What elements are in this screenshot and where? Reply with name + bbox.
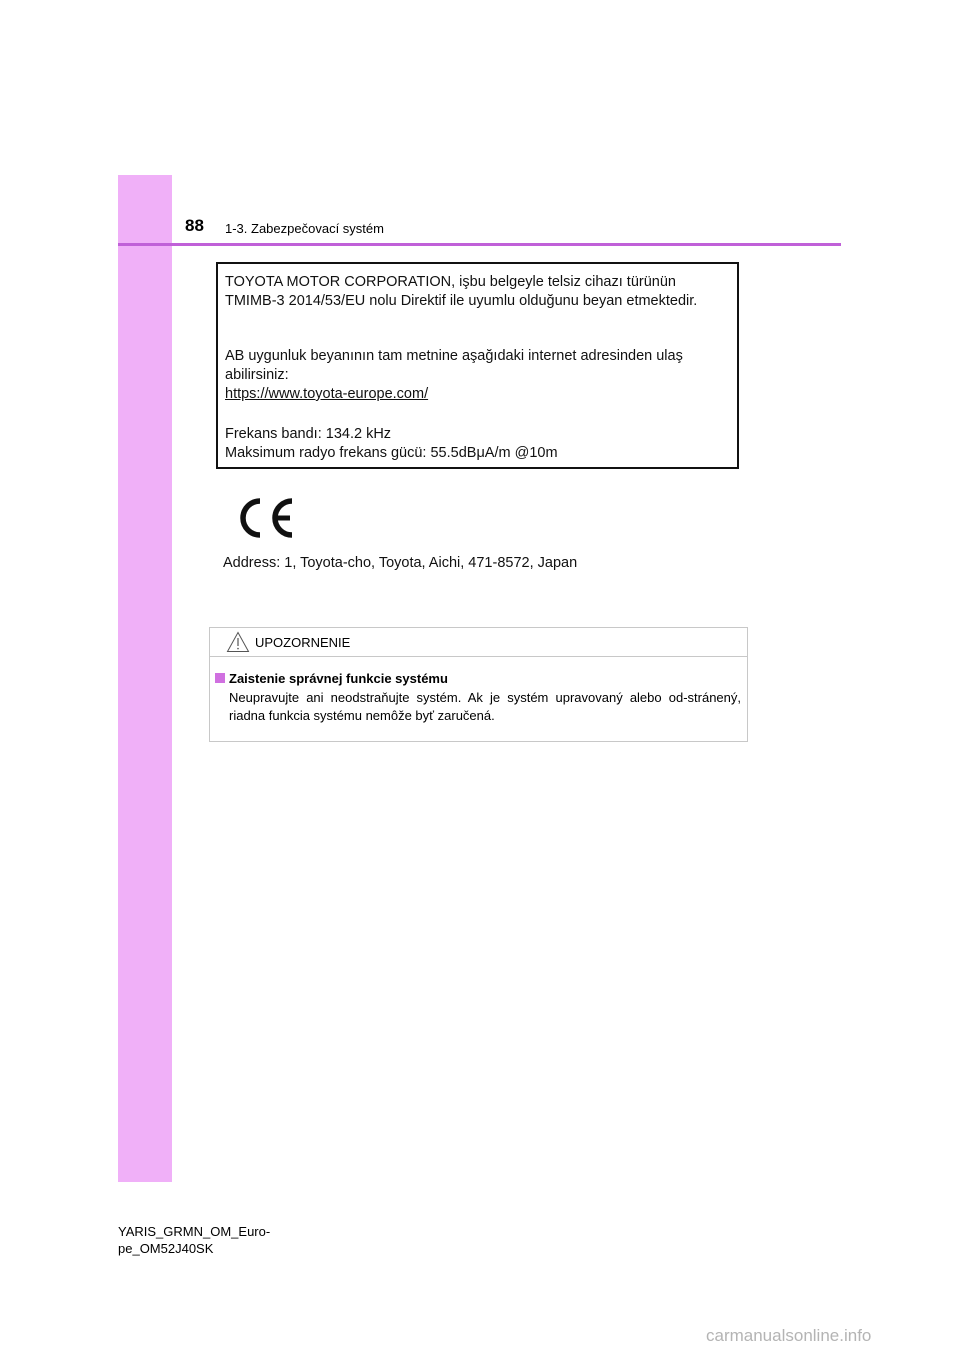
section-title: 1-3. Zabezpečovací systém (225, 221, 384, 236)
declaration-paragraph-web (225, 347, 729, 404)
square-bullet-icon (215, 673, 225, 683)
caution-header (210, 628, 747, 657)
frequency-band: Frekans bandı: 134.2 kHz (225, 426, 392, 442)
caution-title: UPOZORNENIE (255, 635, 351, 650)
manufacturer-address: Address: 1, Toyota-cho, Toyota, Aichi, 471-8572, Japan (223, 555, 578, 571)
header-rule (118, 243, 841, 246)
declaration-paragraph: TOYOTA MOTOR CORPORATION, işbu belgeyle telsiz cihazı türünün TMIMB-3 2014/53/EU nolu Direktif ile uyumlu olduğunu beyan etmektedir. (225, 274, 698, 309)
declaration-url-link[interactable]: https://www.toyota-europe.com/ (225, 386, 429, 402)
ce-mark-icon (234, 495, 298, 541)
caution-heading: Zaistenie správnej funkcie systému (229, 671, 448, 686)
side-bar (118, 175, 172, 1182)
declaration-specs (225, 425, 729, 463)
page-number: 88 (185, 216, 204, 235)
caution-box (209, 627, 748, 742)
max-power: Maksimum radyo frekans gücü: 55.5dBμA/m @10m (225, 445, 558, 461)
warning-triangle-icon (226, 631, 250, 653)
declaration-web-text: AB uygunluk beyanının tam metnine aşağıdaki internet adresinden ulaş abilirsiniz: (225, 348, 683, 383)
watermark: carmanualsonline.info (706, 1326, 872, 1345)
declaration-of-conformity-box (216, 262, 739, 469)
caution-body: Neupravujte ani neodstraňujte systém. Ak je systém upravovaný alebo od-stránený, riadna funkcia systému nemôže byť zaručená. (229, 690, 741, 723)
document-code: YARIS_GRMN_OM_Euro- pe_OM52J40SK (118, 1224, 271, 1256)
